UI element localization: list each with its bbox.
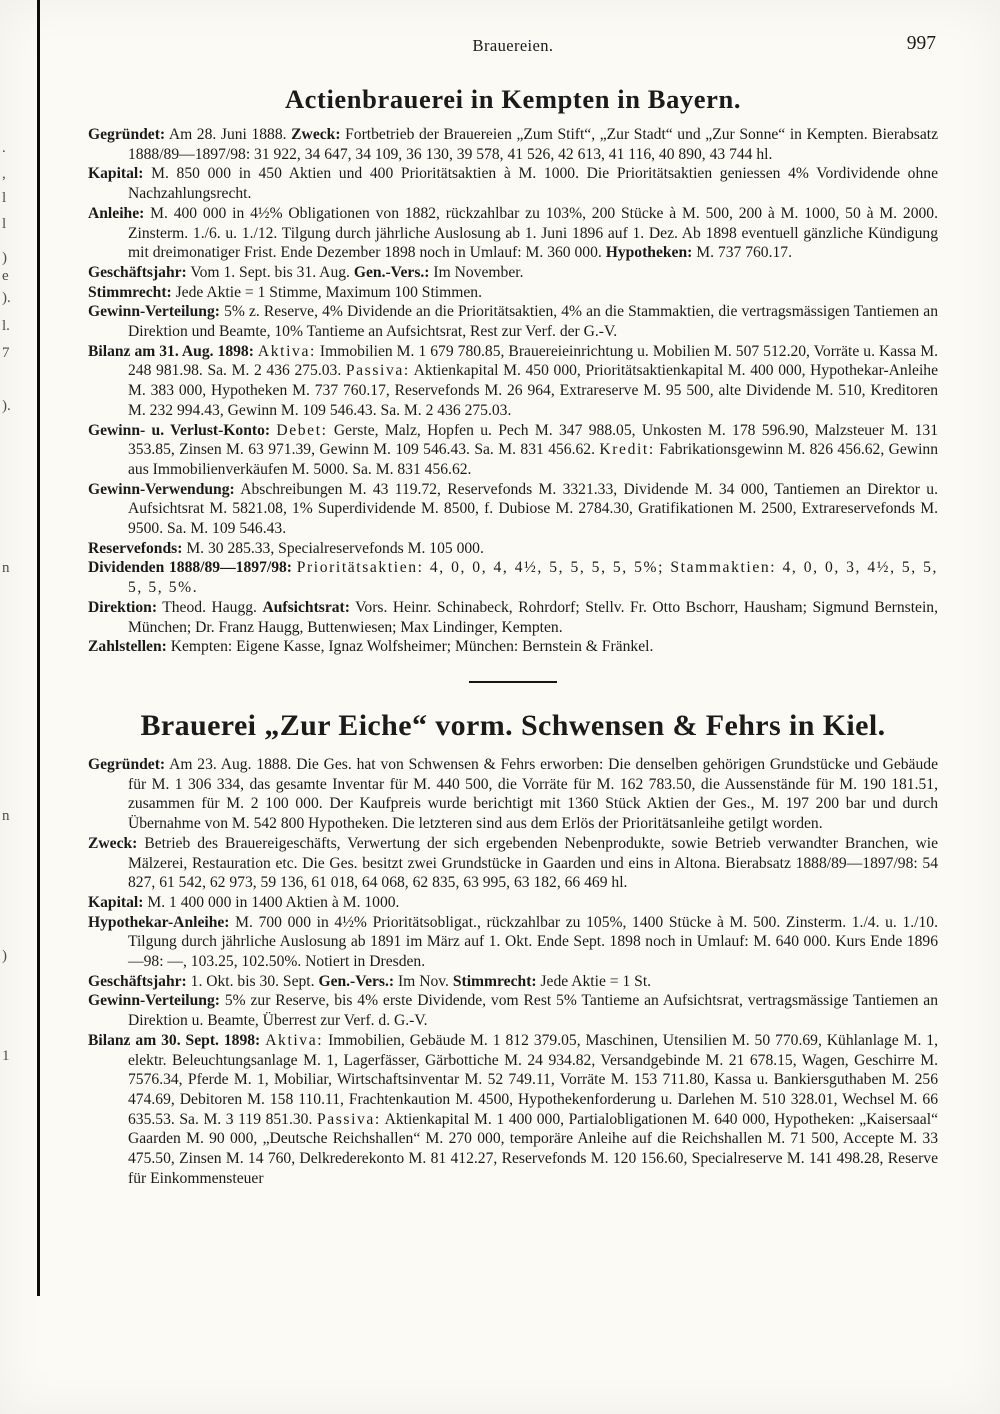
- field-text: Gerste, Malz, Hopfen u. Pech M. 347 988.05, Unkosten M. 178 596.90, Malzsteuer M. 131 353.85, Zinsen M. 63 971.39, Gewinn M. 109 546.43. Sa. M. 831 456.62.: [128, 421, 938, 459]
- entry-paragraph: [88, 302, 938, 341]
- field-text: Fortbetrieb der Brauereien „Zum Stift“, „Zur Stadt“ und „Zur Sonne“ in Kempten. Bierabsatz 1888/89—1897/98: 31 922, 34 647, 34 109, 36 130, 39 578, 41 526, 42 613, 41 116, 40 890, 43 744 hl.: [128, 126, 938, 163]
- entry-paragraph: [88, 755, 938, 834]
- scan-artifact-glyph: ): [2, 948, 7, 964]
- entry-paragraphs: [88, 125, 938, 657]
- running-title: Brauereien.: [472, 36, 554, 55]
- field-label: Kapital:: [88, 165, 144, 183]
- field-text: Theod. Haugg.: [157, 598, 263, 616]
- field-text: Am 23. Aug. 1888. Die Ges. hat von Schwensen & Fehrs erworben: Die denselben gehörigen Grundstücke und Gebäude für M. 1 306 334, das gesamte Inventar für M. 440 500, die Vorräte für M. 162 783.50, die Aussenstände für M. 190 181.51, zusammen für M. 2 100 000. Der Kaufpreis wurde berichtigt mit 1360 Stück Aktien der Ges., M. 197 200 bar und durch Übernahme von M. 542 800 Hypotheken. Die letzteren sind aus dem Erlös der Prioritätsanleihe getilgt worden.: [128, 755, 938, 833]
- scan-artifact-glyph: ): [2, 250, 7, 266]
- page-number: 997: [906, 33, 936, 54]
- field-label: Anleihe:: [88, 204, 145, 222]
- entry-paragraph: [88, 913, 938, 972]
- entry-paragraph: [88, 283, 938, 303]
- entry-paragraph: [88, 972, 938, 992]
- entry-paragraph: [88, 164, 938, 203]
- entry-paragraph: [88, 342, 938, 421]
- entry-paragraph: [88, 480, 938, 539]
- entry-paragraph: [88, 558, 938, 597]
- entry-paragraph: [88, 991, 938, 1030]
- field-label: Gen.-Vers.:: [318, 972, 395, 990]
- scan-binding-line: [37, 0, 40, 1296]
- field-label: Hypothekar-Anleihe:: [88, 913, 230, 931]
- field-label: Dividenden 1888/89—1897/98:: [88, 559, 292, 577]
- field-text: M. 737 760.17.: [692, 244, 792, 262]
- field-text: Passiva:: [345, 362, 410, 380]
- field-text: Im Nov.: [394, 972, 453, 990]
- field-label: Hypotheken:: [605, 244, 693, 262]
- entry-title: Actienbrauerei in Kempten in Bayern.: [284, 84, 742, 114]
- field-text: M. 1 400 000 in 1400 Aktien à M. 1000.: [143, 893, 400, 911]
- field-text: Betrieb des Brauereigeschäfts, Verwertung der sich ergebenden Nebenprodukte, sowie Betrieb verwandter Branchen, wie Mälzerei, Restauration etc. Die Ges. besitzt zwei Grundstücke in Gaarden und eins in Altona. Bierabsatz 1888/89—1897/98: 54 827, 61 542, 62 973, 59 136, 61 018, 64 068, 62 835, 63 995, 63 182, 66 469 hl.: [128, 834, 938, 892]
- scan-artifact-glyph: l.: [2, 318, 10, 334]
- entry-paragraph: [88, 539, 938, 559]
- field-text: Passiva:: [316, 1110, 381, 1128]
- field-text: M. 850 000 in 450 Aktien und 400 Prioritätsaktien à M. 1000. Die Prioritätsaktien geniessen 4% Vordividende ohne Nachzahlungsrecht.: [128, 165, 938, 203]
- scan-artifact-glyph: e: [2, 268, 9, 284]
- field-text: 5% z. Reserve, 4% Dividende an die Prioritätsaktien, 4% an die Stammaktien, die vertragsmässigen Tantiemen an Direktion und Beamte, 10% Tantieme an Aufsichtsrat, Rest zur Verf. der G.-V.: [128, 303, 938, 341]
- scan-artifact-glyph: l: [2, 190, 7, 206]
- entry-brauerei-zur-eiche-kiel: [88, 709, 938, 1188]
- field-text: Kredit:: [599, 441, 655, 459]
- field-label: Gewinn-Verwendung:: [88, 480, 235, 498]
- field-text: 1. Okt. bis 30. Sept.: [186, 972, 319, 990]
- scan-artifact-glyph: ,: [2, 166, 6, 182]
- entry-paragraph: [88, 1031, 938, 1189]
- field-text: M. 400 000 in 4½% Obligationen von 1882, rückzahlbar zu 103%, 200 Stücke à M. 500, 200 à M. 1000, 50 à M. 2000. Zinsterm. 1./6. u. 1./12. Tilgung durch jährliche Auslosung ab 1. Juni 1896 auf 1. Dez. Ab 1898 eventuell gänzliche Kündigung mit dreimonatiger Frist. Ende Dezember 1898 noch in Umlauf: M. 360 000.: [128, 204, 938, 262]
- field-text: M. 700 000 in 4½% Prioritätsobligat., rückzahlbar zu 105%, 1400 Stücke à M. 500. Zinsterm. 1./4. u. 1./10. Tilgung durch jährliche Auslosung ab 1891 im März auf 1. Okt. Ende Sept. 1898 noch in Umlauf: M. 640 000. Kurs Ende 1896—98: —, 103.25, 102.50%. Notiert in Dresden.: [128, 913, 938, 971]
- page-content: [88, 33, 939, 1188]
- entry-divider-rule: [469, 681, 557, 683]
- field-label: Zahlstellen:: [88, 638, 167, 656]
- field-text: Prioritätsaktien: 4, 0, 0, 4, 4½, 5, 5, 5, 5, 5%; Stammaktien: 4, 0, 0, 3, 4½, 5, 5, 5, 5, 5%.: [128, 559, 939, 597]
- field-text: M. 30 285.33, Specialreservefonds M. 105 000.: [182, 539, 484, 557]
- field-label: Gewinn-Verteilung:: [88, 303, 220, 321]
- entry-actienbrauerei-kempten: [88, 84, 938, 657]
- field-label: Reservefonds:: [88, 539, 183, 557]
- field-label: Stimmrecht:: [452, 972, 537, 990]
- entry-paragraph: [88, 598, 938, 637]
- scan-artifact-glyph: 1: [2, 1048, 10, 1064]
- field-label: Bilanz am 30. Sept. 1898:: [88, 1031, 261, 1049]
- field-label: Geschäftsjahr:: [88, 972, 187, 990]
- field-label: Gegründet:: [88, 126, 166, 143]
- field-text: Aktienkapital M. 450 000, Prioritätsaktienkapital M. 400 000, Hypothekar-Anleihe M. 383 000, Hypotheken M. 737 760.17, Reservefonds M. 26 964, Extrareserve M. 95 500, alte Dividende M. 510, Kreditoren M. 232 994.43, Gewinn M. 109 546.43. Sa. M. 2 436 275.03.: [128, 362, 939, 419]
- entry-title: Brauerei „Zur Eiche“ vorm. Schwensen & Fehrs in Kiel.: [140, 708, 886, 742]
- field-text: Am 28. Juni 1888.: [165, 126, 292, 143]
- entry-paragraphs: [88, 755, 938, 1188]
- field-text: Aktiva:: [257, 342, 316, 360]
- field-text: Fabrikationsgewinn M. 826 456.62, Gewinn aus Immobilienverkäufen M. 5000. Sa. M. 831 456.62.: [128, 441, 938, 478]
- field-text: Debet:: [276, 421, 328, 439]
- entry-paragraph: [88, 421, 938, 480]
- entry-paragraph: [88, 893, 938, 913]
- field-text: Im November.: [429, 263, 524, 281]
- scan-artifact-glyph: ).: [2, 290, 11, 306]
- running-header: [88, 33, 938, 64]
- scan-artifact-glyph: n: [2, 808, 10, 824]
- field-label: Direktion:: [88, 598, 158, 616]
- field-text: Aktiva:: [265, 1031, 324, 1049]
- scan-artifact-glyph: .: [2, 140, 6, 156]
- entry-paragraph: [88, 125, 938, 164]
- field-text: Aktienkapital M. 1 400 000, Partialobligationen M. 640 000, Hypotheken: „Kaisersaal“ Gaarden M. 90 000, „Deutsche Reichshallen“ M. 270 000, temporäre Anleihe auf die Reichshallen M. 71 500, Accepte M. 33 475.50, Zinsen M. 14 760, Delkrederekonto M. 81 412.27, Reservefonds M. 120 156.60, Specialreserve M. 141 498.28, Reserve für Einkommensteuer: [128, 1110, 938, 1187]
- field-text: Vors. Heinr. Schinabeck, Rohrdorf; Stellv. Fr. Otto Bschorr, Hausham; Sigmund Bernstein, München; Dr. Franz Haugg, Buttenwiesen; Max Lindinger, Kempten.: [128, 598, 938, 636]
- field-label: Zweck:: [88, 834, 138, 852]
- entry-paragraph: [88, 834, 938, 893]
- field-label: Stimmrecht:: [88, 283, 172, 301]
- field-label: Gegründet:: [88, 755, 166, 773]
- field-label: Kapital:: [88, 893, 144, 911]
- field-text: Abschreibungen M. 43 119.72, Reservefonds M. 3321.33, Dividende M. 34 000, Tantiemen an Direktor u. Aufsichtsrat M. 5821.08, 1% Superdividende M. 8500, f. Dubiose M. 2784.30, Gratifikationen M. 2500, Extrareservefonds M. 9500. Sa. M. 109 546.43.: [128, 480, 938, 538]
- field-label: Gen.-Vers.:: [353, 263, 430, 281]
- field-text: Kempten: Eigene Kasse, Ignaz Wolfsheimer; München: Bernstein & Fränkel.: [166, 638, 654, 656]
- field-label: Gewinn-Verteilung:: [88, 992, 220, 1010]
- scan-artifact-glyph: 7: [2, 345, 10, 361]
- scan-artifact-glyph: ).: [2, 398, 11, 414]
- field-label: Geschäftsjahr:: [88, 263, 187, 281]
- scan-artifact-glyph: n: [2, 560, 10, 576]
- field-text: Jede Aktie = 1 Stimme, Maximum 100 Stimmen.: [171, 283, 482, 301]
- field-text: Immobilien, Gebäude M. 1 812 379.05, Maschinen, Utensilien M. 50 770.69, Kühlanlage M. 1, elektr. Beleuchtungsanlage M. 1, Lagerfässer, Gärbottiche M. 24 934.82, Versandgebinde M. 21 678.15, Wagen, Geschirre M. 7576.34, Pferde M. 1, Mobiliar, Wirtschaftsinventar M. 52 749.11, Vorräte M. 153 711.80, Kassa u. Bankiersguthaben M. 256 474.69, Debitoren M. 158 110.11, Frachtenkaution M. 4500, Hypothekenforderung u. Darlehen M. 510 328.01, Wechsel M. 66 635.53. Sa. M. 3 119 851.30.: [128, 1031, 939, 1128]
- field-text: 5% zur Reserve, bis 4% erste Dividende, vom Rest 5% Tantieme an Aufsichtsrat, vertragsmässige Tantiemen an Direktion u. Beamte, Überrest zur Verf. d. G.-V.: [128, 992, 938, 1030]
- entry-paragraph: [88, 637, 938, 657]
- field-label: Zweck:: [291, 126, 341, 143]
- scan-artifact-glyph: l: [2, 216, 7, 232]
- field-label: Bilanz am 31. Aug. 1898:: [88, 342, 254, 360]
- entry-paragraph: [88, 204, 938, 263]
- entry-paragraph: [88, 263, 938, 283]
- field-text: Vom 1. Sept. bis 31. Aug.: [186, 263, 354, 281]
- field-text: Jede Aktie = 1 St.: [536, 972, 652, 990]
- field-label: Gewinn- u. Verlust-Konto:: [88, 421, 271, 439]
- field-text: Immobilien M. 1 679 780.85, Brauereieinrichtung u. Mobilien M. 507 512.20, Vorräte u. Kassa M. 248 981.98. Sa. M. 2 436 275.03.: [128, 342, 938, 380]
- field-label: Aufsichtsrat:: [262, 598, 350, 616]
